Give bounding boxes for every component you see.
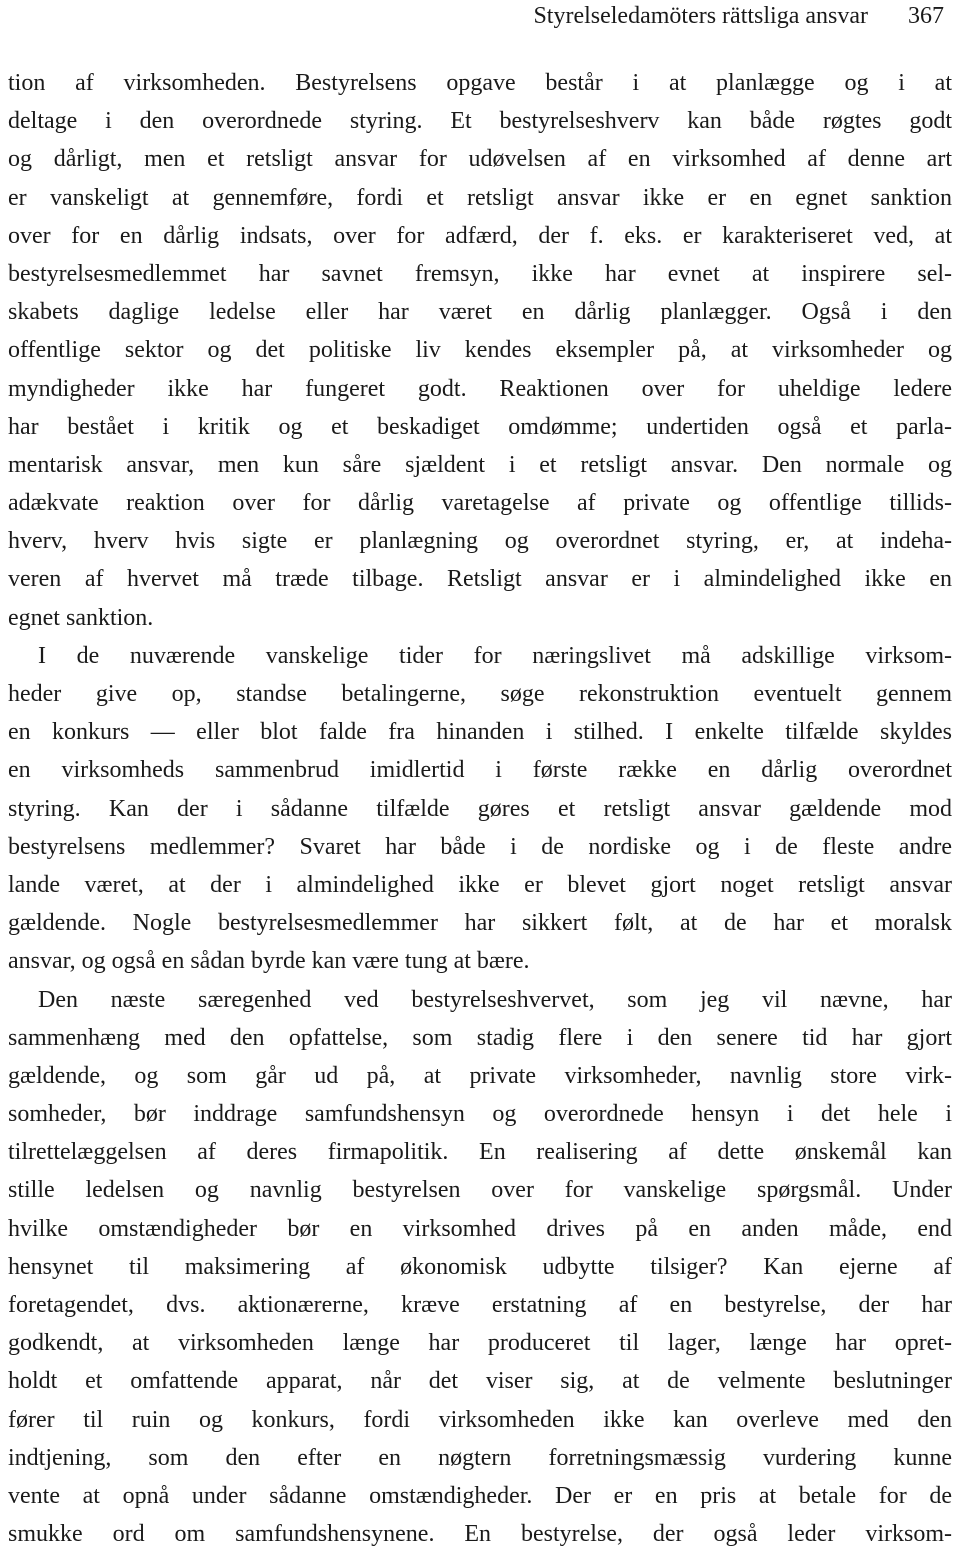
text-line: indtjening, som den efter en nøgtern forretningsmæssig vurdering kunne (8, 1444, 952, 1471)
text-line: hensynet til maksimering af økonomisk udbytte tilsiger? Kan ejerne af (8, 1253, 952, 1280)
text-line: styring. Kan der i sådanne tilfælde gøres et retsligt ansvar gældende mod (8, 795, 952, 822)
text-line: hvilke omstændigheder bør en virksomhed drives på en anden måde, end (8, 1215, 952, 1242)
paragraph (8, 981, 952, 1554)
text-line: I de nuværende vanskelige tider for næringslivet må adskillige virksom- (38, 642, 952, 669)
text-line: myndigheder ikke har fungeret godt. Reaktionen over for uheldige ledere (8, 375, 952, 402)
text-line: offentlige sektor og det politiske liv kendes eksempler på, at virksomheder og (8, 337, 952, 364)
text-line: en virksomheds sammenbrud imidlertid i første række en dårlig overordnet (8, 757, 952, 784)
running-header-title: Styrelseledamöters rättsliga ansvar (533, 3, 868, 29)
text-line: somheder, bør inddrage samfundshensyn og overordnede hensyn i det hele i (8, 1101, 952, 1128)
text-line: fører til ruin og konkurs, fordi virksomheden ikke kan overleve med den (8, 1406, 952, 1433)
body-text (8, 64, 952, 1553)
text-line: veren af hvervet må træde tilbage. Retsligt ansvar er i almindelighed ikke en (8, 566, 952, 593)
text-line: heder give op, standse betalingerne, søge rekonstruktion eventuelt gennem (8, 681, 952, 707)
running-header (533, 2, 944, 30)
text-line: godkendt, at virksomheden længe har produceret til lager, længe har opret- (8, 1330, 952, 1357)
text-line: sammenhæng med den opfattelse, som stadig flere i den senere tid har gjort (8, 1024, 952, 1051)
text-line: skabets daglige ledelse eller har været en dårlig planlægger. Også i den (8, 299, 952, 326)
paragraph (8, 637, 952, 981)
text-line: adækvate reaktion over for dårlig varetagelse af private og offentlige tillids- (8, 490, 952, 517)
text-line: stille ledelsen og navnlig bestyrelsen over for vanskelige spørgsmål. Under (8, 1177, 952, 1204)
text-line: hverv, hverv hvis sigte er planlægning og overordnet styring, er, at indeha- (8, 528, 952, 555)
text-line: Den næste særegenhed ved bestyrelseshvervet, som jeg vil nævne, har (38, 986, 952, 1013)
text-line: bestyrelsens medlemmer? Svaret har både i de nordiske og i de fleste andre (8, 833, 952, 860)
text-line: er vanskeligt at gennemføre, fordi et retsligt ansvar ikke er en egnet sanktion (8, 184, 952, 211)
page-number: 367 (908, 3, 944, 29)
text-line: mentarisk ansvar, men kun såre sjældent i et retsligt ansvar. Den normale og (8, 451, 952, 478)
text-line: ansvar, og også en sådan byrde kan være tung at bære. (8, 948, 530, 975)
text-line: holdt et omfattende apparat, når det viser sig, at de velmente beslutninger (8, 1368, 952, 1395)
text-line: bestyrelsesmedlemmet har savnet fremsyn, ikke har evnet at inspirere sel- (8, 260, 952, 287)
paragraph (8, 64, 952, 637)
text-line: smukke ord om samfundshensynene. En bestyrelse, der også leder virksom- (8, 1521, 952, 1548)
text-line: gældende. Nogle bestyrelsesmedlemmer har sikkert følt, at de har et moralsk (8, 910, 952, 937)
text-line: lande været, at der i almindelighed ikke er blevet gjort noget retsligt ansvar (8, 871, 952, 898)
text-line: egnet sanktion. (8, 604, 154, 631)
text-line: tilrettelæggelsen af deres firmapolitik. En realisering af dette ønskemål kan (8, 1139, 952, 1166)
text-line: over for en dårlig indsats, over for adfærd, der f. eks. er karakteriseret ved, at (8, 222, 952, 249)
text-line: tion af virksomheden. Bestyrelsens opgave består i at planlægge og i at (8, 70, 952, 96)
text-line: deltage i den overordnede styring. Et bestyrelseshverv kan både røgtes godt (8, 108, 952, 135)
text-line: vente at opnå under sådanne omstændigheder. Der er en pris at betale for de (8, 1482, 952, 1509)
text-line: en konkurs — eller blot falde fra hinanden i stilhed. I enkelte tilfælde skyldes (8, 719, 952, 746)
text-line: og dårligt, men et retsligt ansvar for udøvelsen af en virksomhed af denne art (8, 146, 952, 173)
text-line: gældende, og som går ud på, at private virksomheder, navnlig store virk- (8, 1062, 952, 1089)
text-line: foretagendet, dvs. aktionærerne, kræve erstatning af en bestyrelse, der har (8, 1292, 952, 1318)
text-line: har bestået i kritik og et beskadiget omdømme; undertiden også et parla- (8, 413, 952, 440)
